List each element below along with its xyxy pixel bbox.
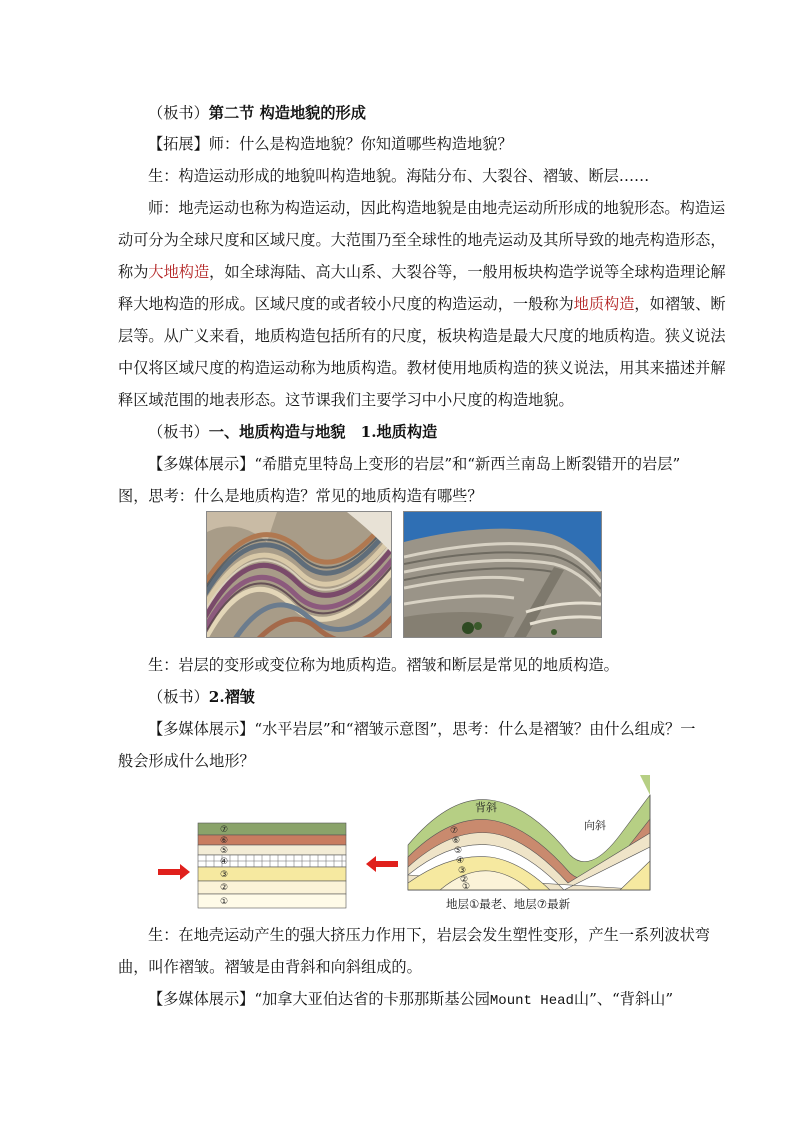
board-prefix: （板书） bbox=[148, 423, 209, 441]
fold-diagram bbox=[150, 775, 660, 915]
teacher-line-3 bbox=[118, 262, 726, 282]
media-tag: 【多媒体展示】 bbox=[148, 990, 255, 1008]
subsection-title: 2.褶皱 bbox=[208, 688, 255, 706]
teacher-line-7: 释区域范围的地表形态。这节课我们主要学习中小尺度的构造地貌。 bbox=[118, 391, 574, 409]
layer-label-3: ③ bbox=[220, 870, 229, 880]
fold-layer-label: ② bbox=[460, 875, 469, 885]
media-text: “加拿大亚伯达省的卡那那斯基公园 bbox=[254, 990, 490, 1008]
section-heading bbox=[148, 103, 708, 123]
section-title: 第二节 构造地貌的形成 bbox=[208, 104, 366, 122]
media-line-4: 般会形成什么地形？ bbox=[118, 752, 255, 770]
layer-label-1: ① bbox=[220, 897, 229, 907]
subsection-heading bbox=[148, 422, 708, 442]
faulted-strata-image bbox=[404, 512, 601, 637]
place-name: Mount Head bbox=[489, 993, 574, 1009]
text-segment: ，如褶皱、断 bbox=[634, 295, 726, 313]
media-line-5 bbox=[148, 989, 708, 1011]
horizontal-strata bbox=[198, 823, 346, 908]
compression-arrow-right bbox=[366, 856, 398, 872]
media-text: 山”、“背斜山” bbox=[573, 990, 674, 1008]
media-text: “水平岩层”和“褶皱示意图”，思考：什么是褶皱？由什么组成？一 bbox=[254, 720, 696, 738]
subsection-title: 一、地质构造与地貌 1.地质构造 bbox=[208, 423, 438, 441]
fold-layer-label: ③ bbox=[458, 866, 467, 876]
anticline-label: 背斜 bbox=[475, 801, 497, 814]
student-answer-3-line-1: 生：在地壳运动产生的强大挤压力作用下，岩层会发生塑性变形，产生一系列波状弯 bbox=[148, 926, 710, 944]
faulted-strata-photo bbox=[403, 511, 602, 638]
term-highlight: 大地构造 bbox=[148, 263, 210, 281]
fold-layer-label: ① bbox=[462, 882, 471, 892]
folded-strata-image bbox=[207, 512, 391, 637]
expand-tag: 【拓展】 bbox=[148, 135, 209, 153]
syncline-label: 向斜 bbox=[584, 819, 606, 832]
expand-line bbox=[148, 134, 708, 154]
teacher-line-4 bbox=[118, 294, 726, 314]
text-segment: 称为 bbox=[118, 263, 149, 281]
board-prefix: （板书） bbox=[148, 688, 209, 706]
fold-layer-label: ④ bbox=[456, 856, 465, 866]
folded-strata-photo bbox=[206, 511, 392, 638]
layer-label-5: ⑤ bbox=[220, 846, 229, 856]
teacher-line-6: 中仅将区域尺度的构造运动称为地质构造。教材使用地质构造的狭义说法，用其来描述并解 bbox=[118, 359, 726, 377]
text-segment: 释大地构造的形成。区域尺度的或者较小尺度的构造运动，一般称为 bbox=[118, 295, 574, 313]
layer-label-2: ② bbox=[220, 883, 229, 893]
teacher-line-5: 层等。从广义来看，地质构造包括所有的尺度，板块构造是最大尺度的地质构造。狭义说法 bbox=[118, 327, 726, 345]
media-text: “希腊克里特岛上变形的岩层”和“新西兰南岛上断裂错开的岩层” bbox=[254, 455, 681, 473]
media-tag: 【多媒体展示】 bbox=[148, 455, 255, 473]
term-highlight: 地质构造 bbox=[573, 295, 635, 313]
media-line-1 bbox=[148, 454, 708, 474]
student-answer-3-line-2: 曲，叫作褶皱。褶皱是由背斜和向斜组成的。 bbox=[118, 958, 422, 976]
layer-label-7: ⑦ bbox=[220, 825, 229, 835]
fold-layer-label: ⑦ bbox=[450, 826, 459, 836]
student-answer-2: 生：岩层的变形或变位称为地质构造。褶皱和断层是常见的地质构造。 bbox=[148, 656, 619, 674]
layer-label-4: ④ bbox=[220, 857, 229, 867]
fold-layer-label: ⑤ bbox=[454, 846, 463, 856]
expand-question: 师：什么是构造地貌？你知道哪些构造地貌？ bbox=[208, 135, 513, 153]
subsection-heading-fold bbox=[148, 687, 708, 707]
text-segment: ，如全球海陆、高大山系、大裂谷等，一般用板块构造学说等全球构造理论解 bbox=[209, 263, 726, 281]
student-answer-1: 生：构造运动形成的地貌叫构造地貌。海陆分布、大裂谷、褶皱、断层…… bbox=[148, 167, 650, 185]
fold-block bbox=[408, 775, 650, 911]
layer-label-6: ⑥ bbox=[220, 836, 229, 846]
compression-arrow-left bbox=[158, 864, 190, 880]
media-line-2: 图，思考：什么是地质构造？常见的地质构造有哪些？ bbox=[118, 487, 483, 505]
diagram-caption: 地层①最老、地层⑦最新 bbox=[446, 897, 571, 911]
media-line-3 bbox=[148, 719, 708, 739]
media-tag: 【多媒体展示】 bbox=[148, 720, 255, 738]
teacher-line-2: 动可分为全球尺度和区域尺度。大范围乃至全球性的地壳运动及其所导致的地壳构造形态， bbox=[118, 231, 726, 249]
teacher-line-1: 师：地壳运动也称为构造运动，因此构造地貌是由地壳运动所形成的地貌形态。构造运 bbox=[148, 199, 726, 217]
board-prefix: （板书） bbox=[148, 104, 209, 122]
fold-layer-label: ⑥ bbox=[452, 836, 461, 846]
